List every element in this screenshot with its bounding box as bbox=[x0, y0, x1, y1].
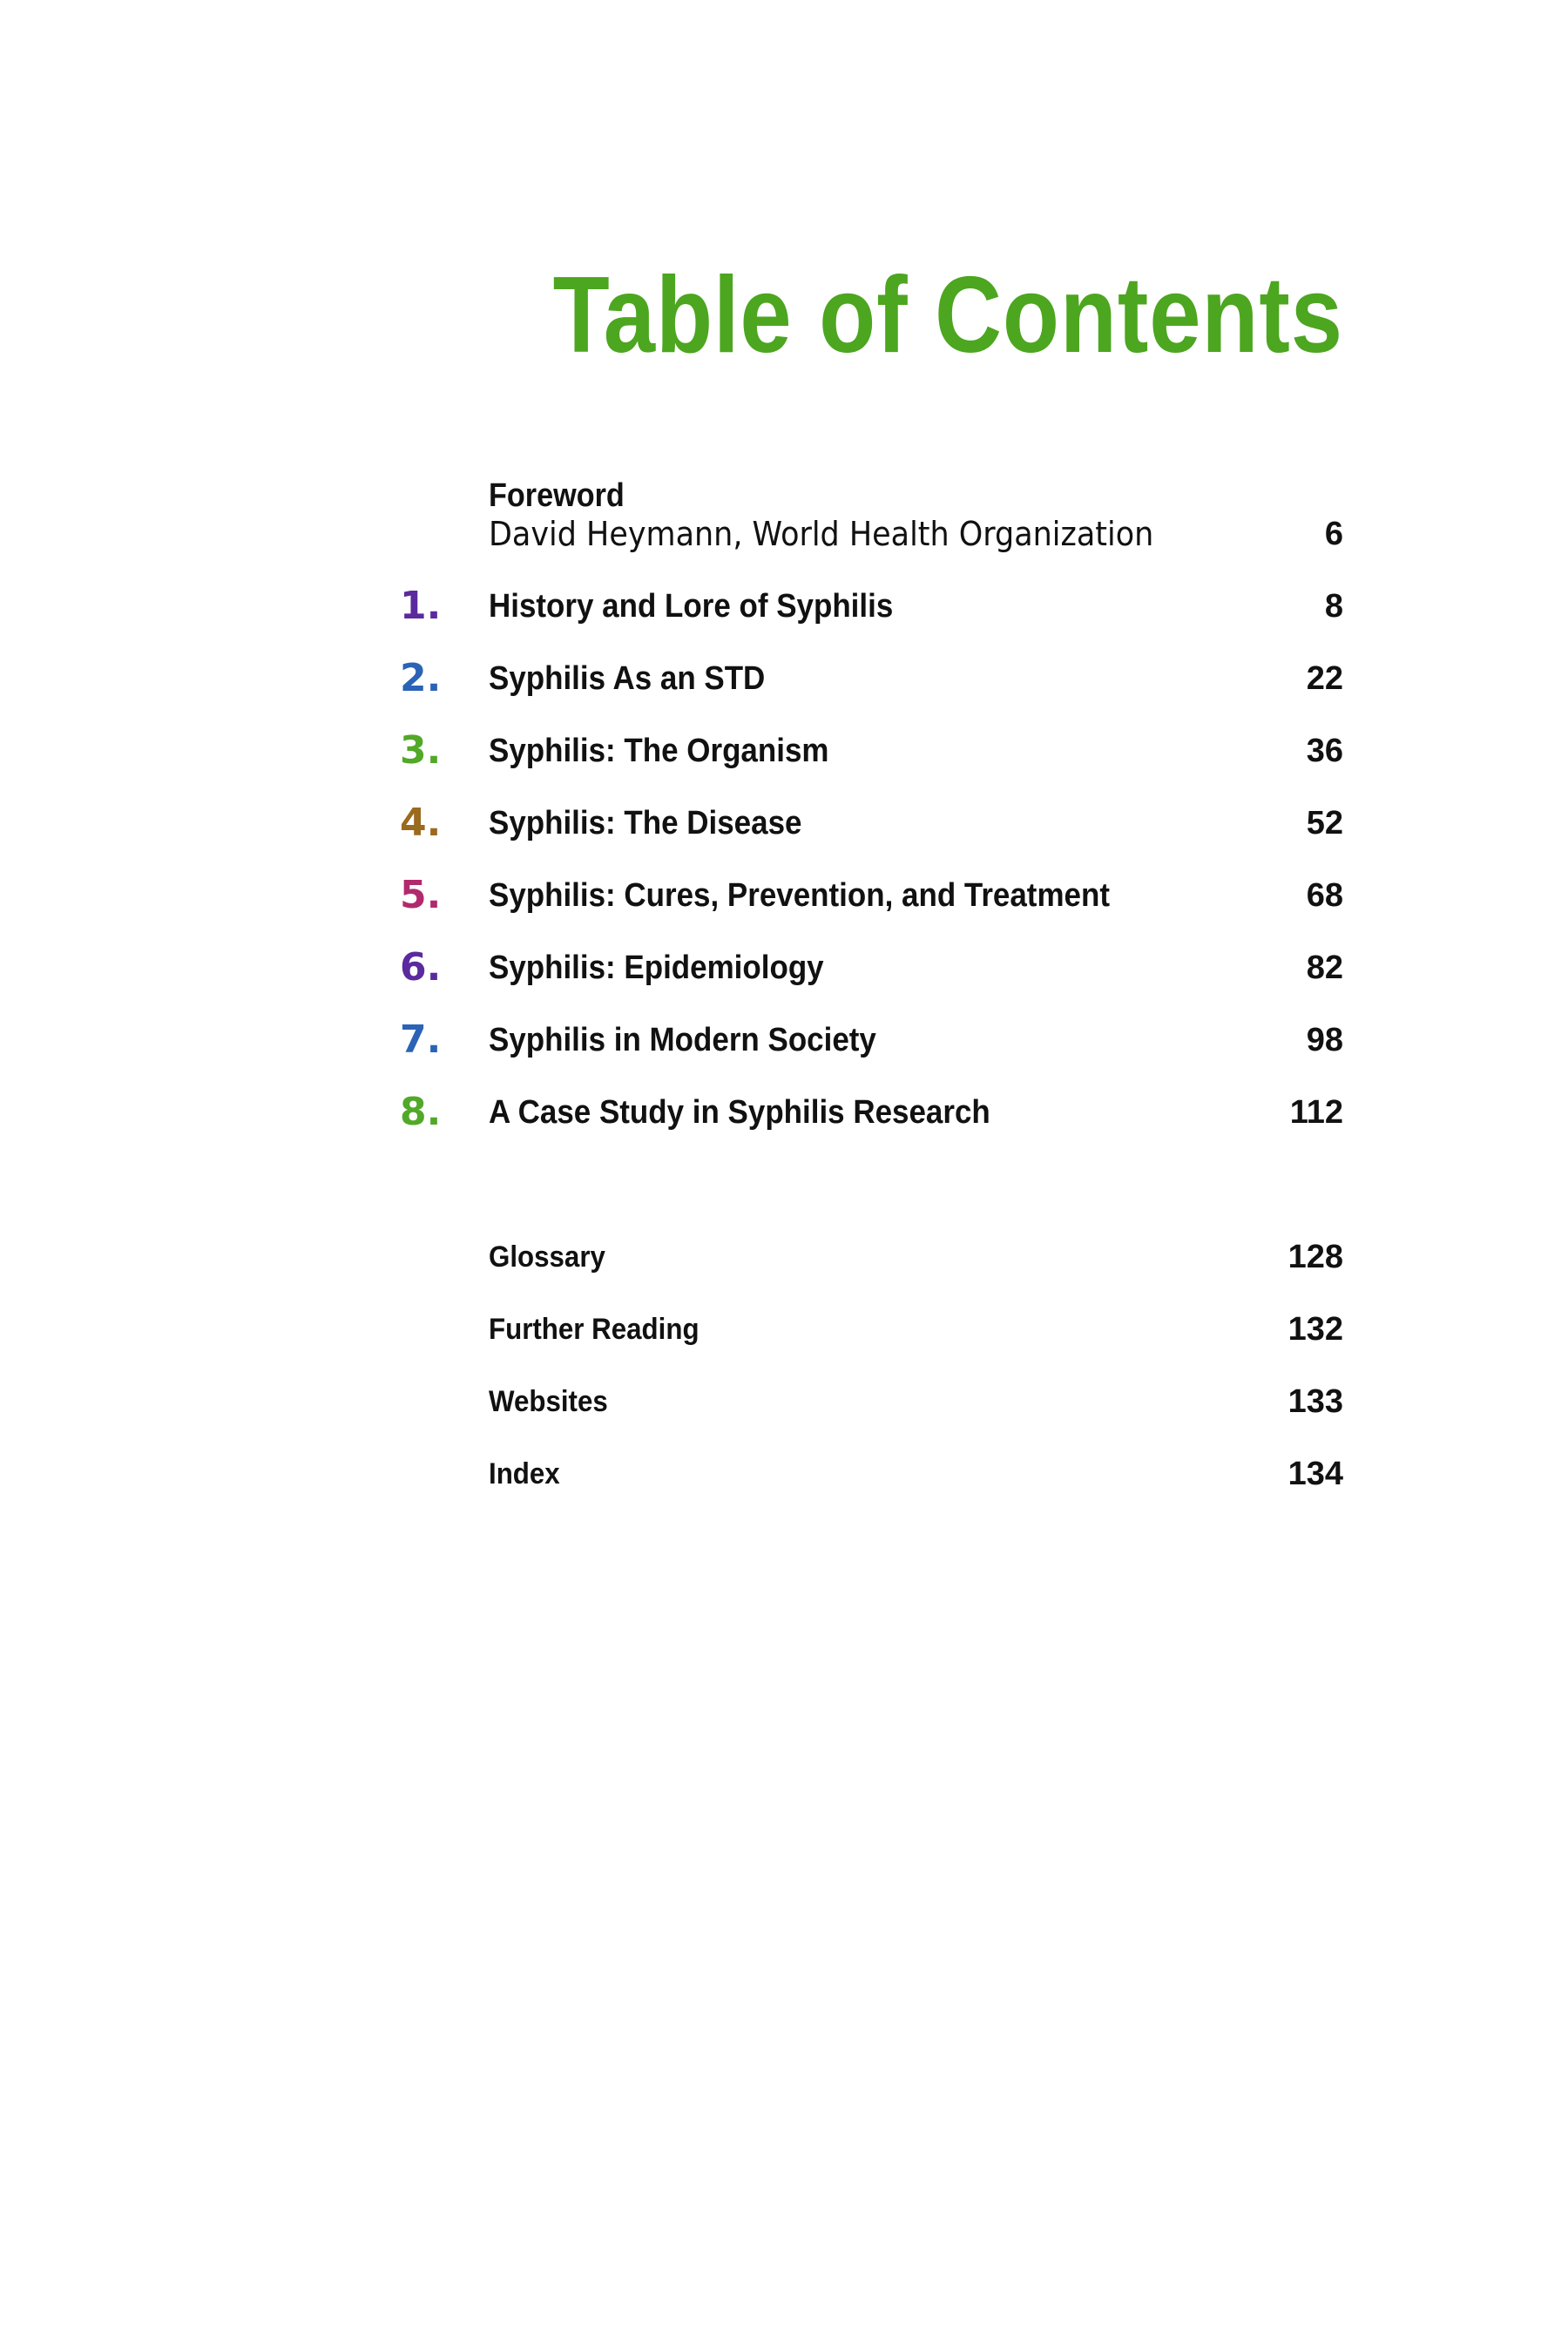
chapter-page-number: 68 bbox=[1306, 877, 1343, 914]
chapter-title: Syphilis: The Disease bbox=[489, 805, 802, 841]
foreword-author: David Heymann, World Health Organization bbox=[489, 515, 1154, 553]
chapter-number: 7. bbox=[400, 1017, 442, 1062]
chapter-title: History and Lore of Syphilis bbox=[489, 588, 894, 625]
chapter-number: 5. bbox=[400, 873, 442, 917]
chapter-title: Syphilis As an STD bbox=[489, 660, 766, 697]
chapter-number: 3. bbox=[400, 728, 442, 773]
backmatter-title: Websites bbox=[489, 1385, 608, 1418]
chapter-entry-2[interactable] bbox=[400, 652, 1343, 705]
foreword-entry[interactable] bbox=[489, 476, 1343, 563]
chapter-title: Syphilis in Modern Society bbox=[489, 1022, 876, 1058]
chapter-title: Syphilis: Epidemiology bbox=[489, 950, 824, 986]
chapter-entry-6[interactable] bbox=[400, 942, 1343, 994]
backmatter-entry-index[interactable] bbox=[489, 1448, 1343, 1500]
backmatter-title: Index bbox=[489, 1457, 560, 1490]
chapter-page-number: 8 bbox=[1324, 588, 1343, 625]
chapter-page-number: 98 bbox=[1306, 1022, 1343, 1058]
backmatter-page-number: 133 bbox=[1288, 1383, 1343, 1420]
chapter-number: 4. bbox=[400, 801, 442, 845]
chapter-title: Syphilis: Cures, Prevention, and Treatment bbox=[489, 877, 1110, 914]
chapter-entry-7[interactable] bbox=[400, 1014, 1343, 1066]
chapter-entry-3[interactable] bbox=[400, 725, 1343, 777]
chapter-number: 8. bbox=[400, 1090, 442, 1134]
chapter-entry-8[interactable] bbox=[400, 1086, 1343, 1139]
chapter-page-number: 82 bbox=[1306, 950, 1343, 986]
page-title: Table of Contents bbox=[552, 255, 1343, 375]
foreword-label: Foreword bbox=[489, 477, 625, 514]
backmatter-title: Glossary bbox=[489, 1240, 605, 1274]
backmatter-title: Further Reading bbox=[489, 1313, 700, 1346]
chapter-title: Syphilis: The Organism bbox=[489, 733, 829, 769]
chapter-entry-1[interactable] bbox=[400, 580, 1343, 632]
backmatter-entry-glossary[interactable] bbox=[489, 1231, 1343, 1283]
chapter-number: 1. bbox=[400, 584, 442, 628]
chapter-entry-5[interactable] bbox=[400, 869, 1343, 922]
backmatter-page-number: 134 bbox=[1288, 1456, 1343, 1492]
chapter-entry-4[interactable] bbox=[400, 797, 1343, 849]
chapter-page-number: 22 bbox=[1306, 660, 1343, 697]
chapter-number: 6. bbox=[400, 945, 442, 990]
chapter-page-number: 112 bbox=[1289, 1094, 1343, 1131]
chapter-page-number: 52 bbox=[1306, 805, 1343, 841]
chapter-number: 2. bbox=[400, 656, 442, 700]
backmatter-page-number: 128 bbox=[1288, 1239, 1343, 1275]
chapter-page-number: 36 bbox=[1306, 733, 1343, 769]
backmatter-entry-further-reading[interactable] bbox=[489, 1303, 1343, 1355]
backmatter-page-number: 132 bbox=[1288, 1311, 1343, 1348]
backmatter-entry-websites[interactable] bbox=[489, 1375, 1343, 1428]
chapter-title: A Case Study in Syphilis Research bbox=[489, 1094, 990, 1131]
foreword-page-number: 6 bbox=[1324, 516, 1343, 552]
